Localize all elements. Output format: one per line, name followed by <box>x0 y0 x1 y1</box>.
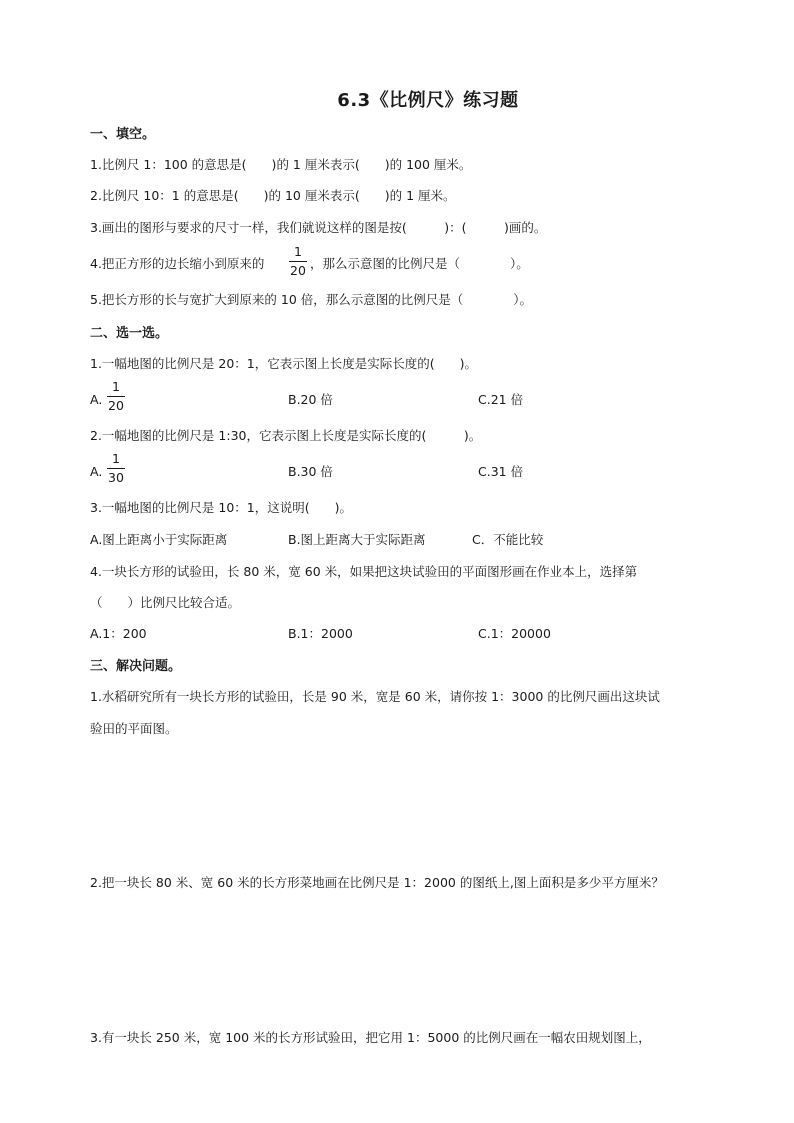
choose-question-2: 2.一幅地图的比例尺是 1:30，它表示图上长度是实际长度的( )。 <box>90 428 482 443</box>
choose-question-3: 3.一幅地图的比例尺是 10：1，这说明( )。 <box>90 500 353 515</box>
option-c: C.1：20000 <box>478 626 551 641</box>
fraction-numerator: 1 <box>111 451 120 466</box>
fill-question-2: 2.比例尺 10：1 的意思是( )的 10 厘米表示( )的 1 厘米。 <box>90 188 456 203</box>
option-a-label: A. <box>90 392 103 407</box>
option-a-label: A. <box>90 464 103 479</box>
fraction-denominator: 20 <box>290 263 306 278</box>
fraction-denominator: 20 <box>108 398 124 413</box>
option-c: C.21 倍 <box>478 392 524 407</box>
option-a-fraction <box>106 450 126 487</box>
option-a: A.图上距离小于实际距离 <box>90 532 228 547</box>
option-b: B.30 倍 <box>288 464 333 479</box>
fill-question-4-suffix: ，那么示意图的比例尺是（ ）。 <box>310 256 529 271</box>
option-c: C．不能比较 <box>472 532 544 547</box>
fraction-one-twentieth <box>288 243 308 280</box>
solve-question-1-line-2: 验田的平面图。 <box>90 721 178 736</box>
option-a-fraction <box>106 378 126 415</box>
section-heading-solve: 三、解决问题。 <box>90 659 182 674</box>
choose-question-4-line-2: （ ）比例尺比较合适。 <box>90 595 241 610</box>
fill-question-5: 5.把长方形的长与宽扩大到原来的 10 倍，那么示意图的比例尺是（ ）。 <box>90 292 533 307</box>
solve-question-3: 3.有一块长 250 米，宽 100 米的长方形试验田，把它用 1：5000 的比例尺画在一幅农田规划图上， <box>90 1030 651 1045</box>
fraction-denominator: 30 <box>108 470 124 485</box>
fill-question-1: 1.比例尺 1：100 的意思是( )的 1 厘米表示( )的 100 厘米。 <box>90 157 472 172</box>
fraction-numerator: 1 <box>111 379 120 394</box>
option-a: A.1：200 <box>90 626 147 641</box>
fraction-numerator: 1 <box>293 244 302 259</box>
section-heading-fill: 一、填空。 <box>90 127 156 142</box>
section-heading-choose: 二、选一选。 <box>90 326 169 341</box>
option-b: B.20 倍 <box>288 392 333 407</box>
choose-question-1: 1.一幅地图的比例尺是 20：1，它表示图上长度是实际长度的( )。 <box>90 356 478 371</box>
choose-question-4-line-1: 4.一块长方形的试验田，长 80 米，宽 60 米，如果把这块试验田的平面图形画在作业本上，选择第 <box>90 564 638 579</box>
solve-question-1-line-1: 1.水稻研究所有一块长方形的试验田，长是 90 米，宽是 60 米，请你按 1：3000 的比例尺画出这块试 <box>90 689 660 704</box>
page-title: 6.3《比例尺》练习题 <box>337 90 519 111</box>
solve-question-2: 2.把一块长 80 米、宽 60 米的长方形菜地画在比例尺是 1：2000 的图纸上,图上面积是多少平方厘米？ <box>90 875 664 890</box>
fill-question-4-prefix: 4.把正方形的边长缩小到原来的 <box>90 256 265 271</box>
fill-question-3: 3.画出的图形与要求的尺寸一样，我们就说这样的图是按( )：( )画的。 <box>90 220 547 235</box>
option-b: B.图上距离大于实际距离 <box>288 532 426 547</box>
option-b: B.1：2000 <box>288 626 353 641</box>
option-c: C.31 倍 <box>478 464 524 479</box>
